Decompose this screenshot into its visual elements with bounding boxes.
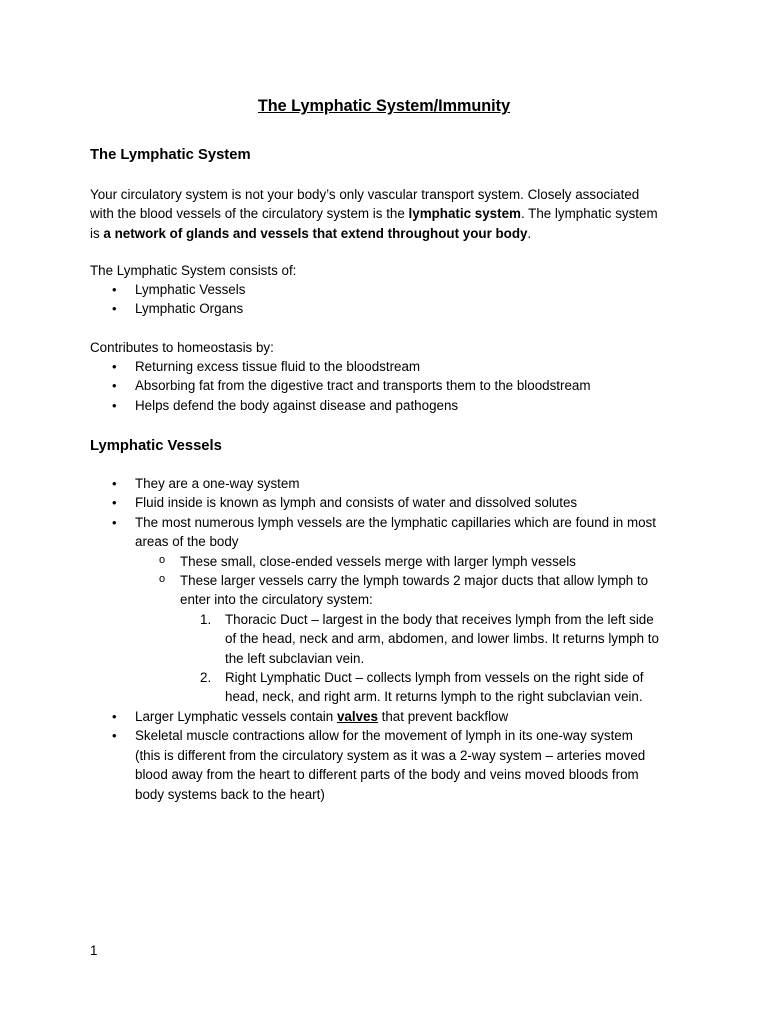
- numbered-item-right-lymphatic-duct: [180, 668, 690, 707]
- intro-paragraph: [90, 185, 690, 243]
- section-heading-lymphatic-system: The Lymphatic System: [90, 147, 251, 163]
- sub-list-item-line: o These larger vessels carry the lymph towards 2 major ducts that allow lymph to: [180, 573, 649, 589]
- intro-line-2: [90, 204, 690, 223]
- list-item-line: body systems back to the heart): [135, 786, 325, 802]
- consists-list: [90, 280, 690, 319]
- page-number: 1: [90, 943, 98, 958]
- vessels-list: [90, 474, 690, 804]
- contributes-label: Contributes to homeostasis by:: [90, 340, 274, 355]
- intro-bold-term: lymphatic system: [408, 206, 521, 222]
- intro-line-3: [90, 224, 690, 243]
- contributes-list: [90, 357, 690, 415]
- document-title: The Lymphatic System/Immunity: [257, 97, 511, 115]
- numbered-item-line: of the head, neck and arm, abdomen, and lower limbs. It returns lymph to: [225, 631, 659, 647]
- intro-line-1: Your circulatory system is not your body’s only vascular transport system. Closely associated: [90, 187, 640, 202]
- numbered-item-line: head, neck, and right arm. It returns lymph to the right subclavian vein.: [225, 689, 643, 705]
- intro-text: . The lymphatic system: [520, 206, 658, 222]
- sub-list-item: [135, 571, 690, 707]
- list-item: • Lymphatic Organs: [90, 299, 690, 318]
- consists-label: The Lymphatic System consists of:: [90, 263, 297, 278]
- list-item: [90, 726, 690, 804]
- intro-text: with the blood vessels of the circulatory system is the: [90, 206, 409, 222]
- intro-text: is: [90, 225, 104, 241]
- list-item-line: • The most numerous lymph vessels are the lymphatic capillaries which are found in most: [135, 514, 656, 530]
- list-item: • Absorbing fat from the digestive tract and transports them to the bloodstream: [90, 376, 690, 395]
- list-item-text: Larger Lymphatic vessels contain: [135, 708, 337, 724]
- list-item-line: (this is different from the circulatory system as it was a 2-way system – arteries moved: [135, 747, 646, 763]
- list-item-text: that prevent backflow: [377, 708, 509, 724]
- numbered-item-line: Right Lymphatic Duct – collects lymph from vessels on the right side of: [225, 670, 644, 686]
- list-item: • Helps defend the body against disease and pathogens: [90, 396, 690, 415]
- list-item: [90, 707, 690, 726]
- sub-list-item-line: enter into the circulatory system:: [180, 592, 373, 608]
- list-item-line: • Skeletal muscle contractions allow for the movement of lymph in its one-way system: [135, 728, 633, 744]
- numbered-item-thoracic-duct: [180, 610, 690, 668]
- sub-list-item: o These small, close-ended vessels merge with larger lymph vessels: [135, 552, 690, 571]
- list-item-line: areas of the body: [135, 534, 239, 550]
- sub-list: [135, 552, 690, 707]
- list-item: • They are a one-way system: [90, 474, 690, 493]
- intro-bold-definition: a network of glands and vessels that extend throughout your body: [103, 225, 528, 241]
- number-marker: 2.: [200, 670, 212, 686]
- list-item: • Returning excess tissue fluid to the bloodstream: [90, 357, 690, 376]
- numbered-item-line: Thoracic Duct – largest in the body that receives lymph from the left side: [225, 611, 654, 627]
- intro-text: .: [527, 225, 532, 241]
- numbered-item-line: the left subclavian vein.: [225, 650, 365, 666]
- list-item: [90, 513, 690, 707]
- list-item-line: blood away from the heart to different parts of the body and veins moved bloods from: [135, 767, 639, 783]
- list-item: • Fluid inside is known as lymph and consists of water and dissolved solutes: [90, 493, 690, 512]
- list-item: • Lymphatic Vessels: [90, 280, 690, 299]
- numbered-list: [180, 610, 690, 707]
- valves-term: valves: [336, 708, 378, 724]
- section-heading-lymphatic-vessels: Lymphatic Vessels: [90, 438, 222, 454]
- number-marker: 1.: [200, 611, 212, 627]
